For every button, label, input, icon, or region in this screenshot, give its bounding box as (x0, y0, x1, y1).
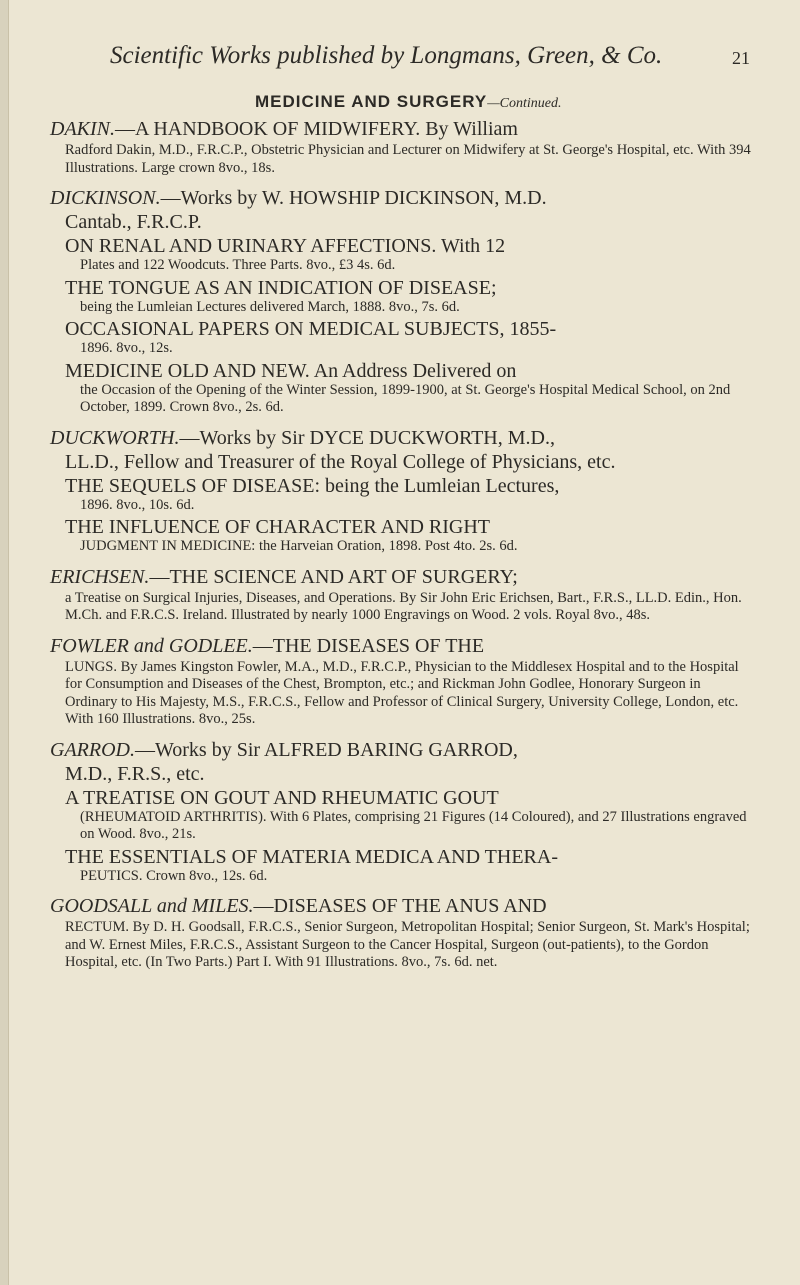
entry-dickinson (50, 187, 756, 417)
page-gutter (0, 0, 9, 1285)
page-number: 21 (732, 48, 750, 68)
entry-fowler-godlee (50, 635, 756, 729)
work-title: THE SEQUELS OF DISEASE: being the Lumleian Lectures, (65, 474, 560, 497)
work-title: THE TONGUE AS AN INDICATION OF DISEASE; (65, 276, 497, 299)
work-detail: the Occasion of the Opening of the Winter Session, 1899-1900, at St. George's Hospital Medical School, on 2nd October, 1899. Crown 8vo., 2s. 6d. (80, 381, 731, 415)
work-detail: LUNGS. By James Kingston Fowler, M.A., M.D., F.R.C.P., Physician to the Middlesex Hospital and to the Hospital for Consumption and Diseases of the Chest, Brompton, etc.; and Rickman John Godlee, Honorary Surgeon in Ordinary to His Majesty, M.S., F.R.C.S., Fellow and Professor of Clinical Surgery, University College, London, etc. With 160 Illustrations. 8vo., 25s. (65, 658, 739, 727)
work-detail: (RHEUMATOID ARTHRITIS). With 6 Plates, comprising 21 Figures (14 Coloured), and 27 Illustrations engraved on Wood. 8vo., 21s. (80, 808, 747, 842)
author-name: FOWLER and GODLEE. (50, 634, 253, 657)
author-intro-cont: M.D., F.R.S., etc. (65, 762, 205, 785)
work-detail: 1896. 8vo., 10s. 6d. (80, 496, 195, 513)
work-detail: PEUTICS. Crown 8vo., 12s. 6d. (80, 867, 268, 884)
entry-dakin (50, 118, 756, 177)
author-name: DICKINSON. (50, 187, 161, 209)
entry-duckworth (50, 427, 756, 556)
author-intro-cont: LL.D., Fellow and Treasurer of the Royal College of Physicians, etc. (65, 450, 616, 473)
author-name: GARROD. (50, 738, 135, 761)
section-heading-continued: —Continued. (487, 96, 562, 111)
work-title: OCCASIONAL PAPERS ON MEDICAL SUBJECTS, 1855- (65, 318, 557, 340)
work-detail: a Treatise on Surgical Injuries, Diseases, and Operations. By Sir John Eric Erichsen, Bart., F.R.S., LL.D. Edin., Hon. M.Ch. and F.R.C.S. Ireland. Illustrated by nearly 1000 Engravings on Wood. 2 vols. Royal 8vo., 48s. (65, 589, 742, 623)
author-intro-cont: Cantab., F.R.C.P. (65, 211, 202, 233)
work-detail: 1896. 8vo., 12s. (80, 340, 173, 356)
author-intro: —Works by W. HOWSHIP DICKINSON, M.D. (160, 187, 547, 209)
work-title: A TREATISE ON GOUT AND RHEUMATIC GOUT (65, 786, 499, 809)
running-head (110, 42, 750, 76)
work-detail: RECTUM. By D. H. Goodsall, F.R.C.S., Senior Surgeon, Metropolitan Hospital; Senior Surgeon, St. Mark's Hospital; and W. Ernest Miles, F.R.C.S., Assistant Surgeon to the Cancer Hospital, Surgeon (out-patients), to the Gordon Hospital, etc. (In Two Parts.) Part I. With 91 Illustrations. 8vo., 7s. 6d. net. (65, 919, 750, 970)
author-intro: —Works by Sir ALFRED BARING GARROD, (134, 738, 518, 761)
work-detail: JUDGMENT IN MEDICINE: the Harveian Oration, 1898. Post 4to. 2s. 6d. (80, 538, 518, 554)
entry-erichsen (50, 566, 756, 625)
entry-garrod (50, 739, 756, 886)
work-title: —THE DISEASES OF THE (252, 634, 485, 657)
work-title: MEDICINE OLD AND NEW. An Address Delivered on (65, 359, 517, 382)
catalogue-entries (50, 118, 756, 982)
work-title: —A HANDBOOK OF MIDWIFERY. By William (115, 118, 518, 140)
section-heading-main: MEDICINE AND SURGERY (255, 92, 488, 111)
running-head-title: Scientific Works published by Longmans, Green, & Co. (110, 42, 663, 69)
section-heading (255, 92, 561, 112)
work-detail: Radford Dakin, M.D., F.R.C.P., Obstetric Physician and Lecturer on Midwifery at St. George's Hospital, etc. With 394 Illustrations. Large crown 8vo., 18s. (65, 142, 751, 176)
work-title: ON RENAL AND URINARY AFFECTIONS. With 12 (65, 235, 506, 257)
work-title: THE INFLUENCE OF CHARACTER AND RIGHT (65, 516, 490, 538)
entry-goodsall-miles (50, 895, 756, 972)
work-title: THE ESSENTIALS OF MATERIA MEDICA AND THERA- (65, 845, 558, 868)
work-detail: Plates and 122 Woodcuts. Three Parts. 8vo., £3 4s. 6d. (80, 257, 396, 273)
author-name: DUCKWORTH. (50, 426, 180, 449)
author-name: DAKIN. (50, 118, 115, 140)
work-title: —DISEASES OF THE ANUS AND (253, 895, 547, 917)
author-name: GOODSALL and MILES. (50, 895, 254, 917)
work-title: —THE SCIENCE AND ART OF SURGERY; (149, 565, 518, 588)
author-name: ERICHSEN. (50, 565, 150, 588)
work-detail: being the Lumleian Lectures delivered March, 1888. 8vo., 7s. 6d. (80, 298, 460, 315)
author-intro: —Works by Sir DYCE DUCKWORTH, M.D., (179, 426, 555, 449)
